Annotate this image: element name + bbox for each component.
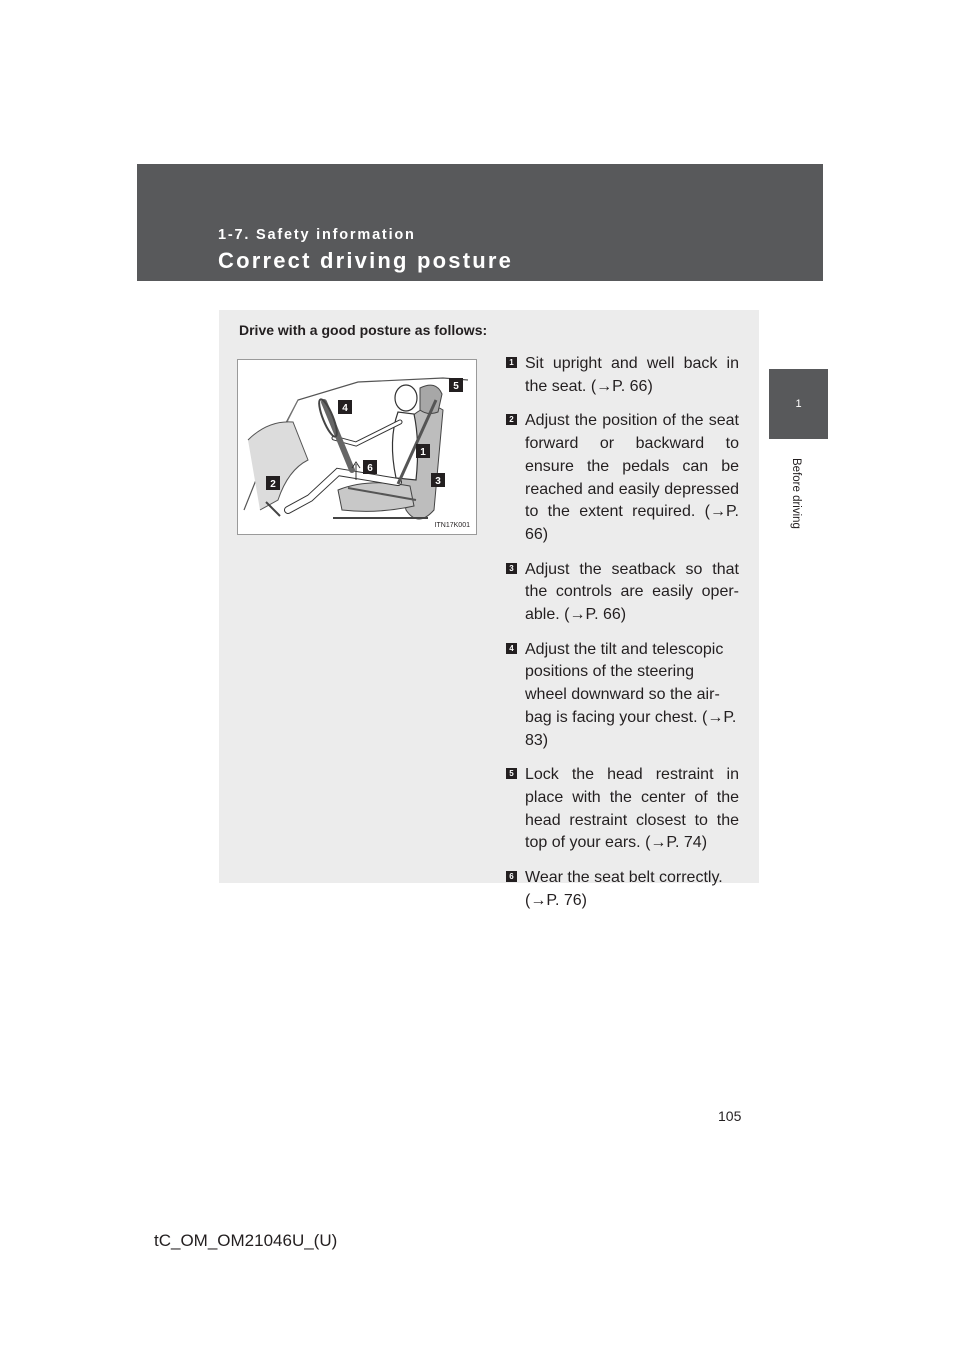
- svg-text:2: 2: [270, 479, 276, 490]
- step-number-badge: 2: [506, 414, 517, 425]
- svg-text:1: 1: [420, 447, 426, 458]
- step-text: Adjust the tilt and telescopic positions of the steering wheel downward so the air-bag is facing your chest. (→P. 83): [525, 640, 737, 749]
- page-number: 105: [718, 1108, 742, 1124]
- chapter-label: Before driving: [790, 458, 802, 529]
- chapter-tab[interactable]: [769, 369, 828, 439]
- step-text: Adjust the seatback so that the controls are easily oper-able. (→P. 66): [525, 560, 739, 624]
- driver-seat-drawing: [238, 360, 476, 534]
- svg-text:3: 3: [435, 476, 441, 487]
- svg-text:6: 6: [367, 463, 373, 474]
- step-number-badge: 6: [506, 871, 517, 882]
- figure-callout-1: [416, 444, 430, 458]
- section-label: 1-7. Safety information: [218, 227, 416, 243]
- step-text: Adjust the position of the seat forward or backward to ensure the pedals can be reached and easily depressed to the extent required. (→P. 66): [525, 412, 739, 543]
- figure-callout-6: [363, 460, 377, 474]
- driving-posture-illustration: [237, 359, 477, 535]
- step-number-badge: 4: [506, 643, 517, 654]
- document-code: tC_OM_OM21046U_(U): [154, 1231, 338, 1250]
- intro-text: Drive with a good posture as follows:: [239, 322, 488, 338]
- figure-callout-3: [431, 473, 445, 487]
- figure-callout-4: [338, 400, 352, 414]
- step-item: [503, 410, 739, 546]
- step-item: [503, 639, 739, 753]
- figure-callout-2: [266, 476, 280, 490]
- step-item: [503, 764, 739, 855]
- content-panel: [219, 310, 759, 909]
- step-item: [503, 867, 739, 912]
- posture-steps-list: [503, 353, 739, 924]
- step-number-badge: 5: [506, 768, 517, 779]
- step-number-badge: 3: [506, 563, 517, 574]
- header-band: [137, 164, 823, 281]
- step-text: Lock the head restraint in place with the center of the head restraint closest to the top of your ears. (→P. 74): [525, 766, 739, 852]
- chapter-number: 1: [795, 398, 802, 410]
- step-text: Wear the seat belt correctly. (→P. 76): [525, 869, 723, 909]
- step-text: Sit upright and well back in the seat. (→P. 66): [525, 355, 739, 395]
- figure-callout-5: [449, 378, 463, 392]
- step-number-badge: 1: [506, 357, 517, 368]
- svg-text:4: 4: [342, 403, 348, 414]
- figure-code: ITN17K001: [434, 522, 470, 529]
- page-title: Correct driving posture: [218, 248, 514, 273]
- step-item: [503, 353, 739, 398]
- step-item: [503, 559, 739, 627]
- svg-text:5: 5: [453, 381, 459, 392]
